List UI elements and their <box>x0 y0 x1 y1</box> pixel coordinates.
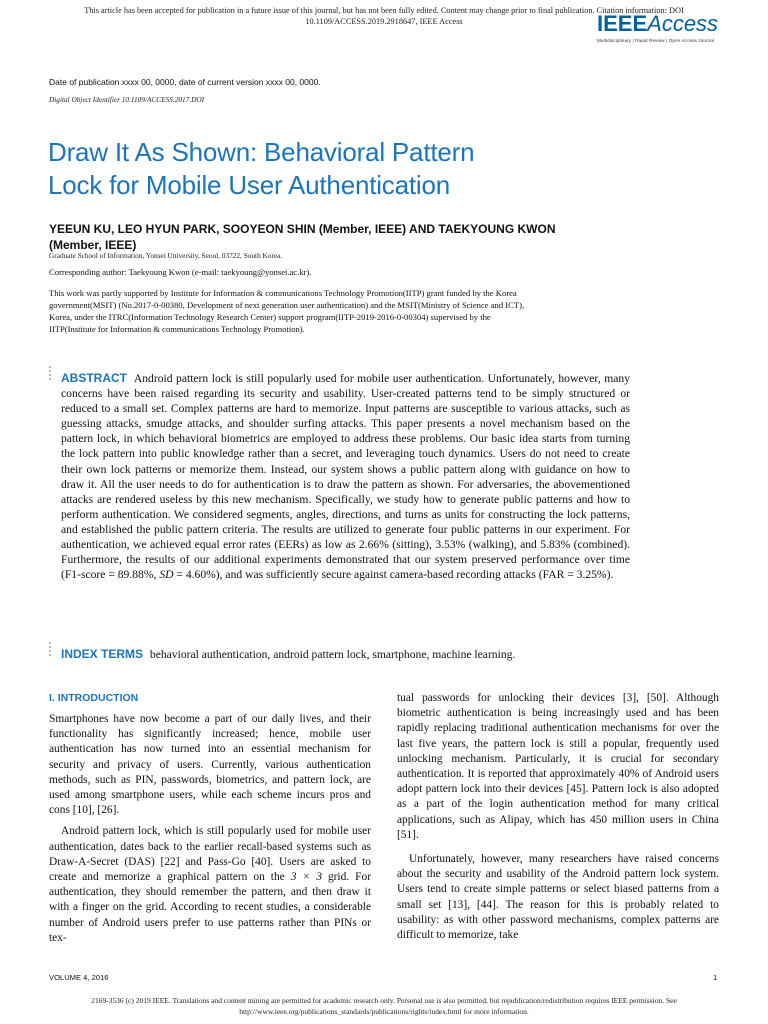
ieee-access-logo <box>597 11 719 52</box>
abstract <box>61 371 630 582</box>
funding-note <box>49 287 629 335</box>
funding-note-line4: IITP(Institute for Information & communications Technology Promotion). <box>49 324 305 334</box>
column-right <box>397 691 719 943</box>
index-terms-text: behavioral authentication, android pattern lock, smartphone, machine learning. <box>149 648 516 661</box>
author-list <box>49 221 649 253</box>
logo-brand: IEEE <box>597 11 648 36</box>
funding-note-line2: government(MSIT) (No.2017-0-00380, Development of next generation user authentication) and the MSIT(Ministry of Science and ICT), <box>49 300 525 310</box>
intro-paragraph-3: tual passwords for unlocking their devices [3], [50]. Although biometric authentication is being increasingly used and has been rapidly replacing traditional authentication mechanisms for over the last five years, the pattern lock is still a popular, frequently used unlocking mechanism. Particularly, it is crucial for secondary authentication. It is reported that approximately 40% of Android users adopt pattern lock into their devices [45]. Pattern lock is also adopted as a part of the login authentication method for many critical applications, such as Alipay, which has 450 million users in China [51]. <box>397 692 719 841</box>
abstract-sd: SD <box>159 568 174 582</box>
affiliation: Graduate School of Information, Yonsei University, Seoul, 03722, South Korea. <box>49 251 283 260</box>
funding-note-line1: This work was partly supported by Institute for Information & communications Technology Promotion(IITP) grant funded by the Korea <box>49 288 517 298</box>
doi-line: Digital Object Identifier 10.1109/ACCESS.2017.DOI <box>49 95 205 104</box>
intro-paragraph-2-text: Android pattern lock, which is still popularly used for mobile user authentication, dates back to the earlier recall-based systems such as Draw-A-Secret (DAS) [22] and Pass-Go [40]. Users are asked to create and memorize a graphical pattern on the <box>49 825 371 884</box>
copyright-notice <box>0 995 768 1017</box>
page-number: 1 <box>713 973 718 982</box>
paper-title <box>48 136 688 202</box>
paper-title-line1: Draw It As Shown: Behavioral Pattern <box>48 137 475 167</box>
logo-tagline: Multidisciplinary | Rapid Review | Open Access Journal <box>597 38 715 43</box>
column-left <box>49 712 371 946</box>
index-terms <box>61 647 641 662</box>
intro-paragraph-2-end: grid. For authentication, they should remember the pattern, and then draw it with a finger on the grid. According to recent studies, a considerable number of Android users prefer to use patterns rather than PINs or tex- <box>49 871 371 944</box>
paper-title-line2: Lock for Mobile User Authentication <box>48 170 450 200</box>
logo-wordmark <box>597 11 719 36</box>
abstract-dots-icon <box>49 366 52 382</box>
copyright-line2: http://www.ieee.org/publications_standards/publications/rights/index.html for more information. <box>239 1007 529 1016</box>
abstract-text: Android pattern lock is still popularly used for mobile user authentication. Unfortunately, however, many concerns have been raised regarding its security and usability. User-created patterns tend to be simply structured or reduced to a small set. Complex patterns are hard to memorize. Input patterns are susceptible to various attacks, such as guessing attacks, smudge attacks, and shoulder surfing attacks. This paper presents a novel mechanism based on the pattern lock, in which behavioral biometrics are employed to address these problems. Our basic idea starts from turning the lock pattern into public knowledge rather than a secret, and leveraging touch dynamics. Users do not need to create their own lock patterns or memorize them. Instead, our system shows a public pattern along with guidance on how to draw it. All the user needs to do for authentication is to draw the pattern as shown. For adversaries, the abovementioned attacks are rendered useless by this new mechanism. Specifically, we study how to generate public patterns and how to perform authentication. We considered segments, angles, directions, and turns as units for constructing the lock patterns, and established the public pattern criteria. The results are utilized to generate four public patterns in our experiment. For authentication, we achieved equal error rates (EERs) as low as 2.66% (sitting), 3.53% (walking), and 5.83% (combined). Furthermore, the results of our additional experiments demonstrated that our system preserved performance over time (F1-score = 89.88%, <box>61 372 630 582</box>
publication-date: Date of publication xxxx 00, 0000, date of current version xxxx 00, 0000. <box>49 77 321 87</box>
accepted-notice-line2: 10.1109/ACCESS.2019.2918647, IEEE Access <box>305 17 463 26</box>
corresponding-author: Corresponding author: Taekyoung Kwon (e-mail: taekyoung@yonsei.ac.kr). <box>49 267 312 277</box>
section-heading-introduction: I. INTRODUCTION <box>49 692 139 704</box>
logo-product: Access <box>647 11 719 36</box>
intro-paragraph-2 <box>49 824 371 946</box>
abstract-label: ABSTRACT <box>61 371 127 385</box>
copyright-line1: 2169-3536 (c) 2019 IEEE. Translations and content mining are permitted for academic research only. Personal use is also permitted, but republication/redistribution requires IEEE permission. See <box>91 996 677 1005</box>
accepted-notice-line1: This article has been accepted for publication in a future issue of this journal, but has not been fully edited. Content may change prior to final publication. Citation information: DOI <box>84 6 684 15</box>
volume-footer: VOLUME 4, 2016 <box>49 973 109 982</box>
intro-paragraph-1: Smartphones have now become a part of our daily lives, and their functionality has significantly increased; hence, mobile user authentication has now turned into an essential mechanism for security and privacy of users. Currently, various authentication methods, such as PIN, passwords, biometrics, and pattern lock, are used among smartphone users, while each scheme incurs pros and cons [10], [26]. <box>49 713 371 817</box>
abstract-text-end: = 4.60%), and was sufficiently secure against camera-based recording attacks (FAR = 3.25%). <box>176 568 614 582</box>
intro-paragraph-4: Unfortunately, however, many researchers have raised concerns about the security and usability of the Android pattern lock system. Users tend to create simple patterns or select biased patterns from a small set [13], [44]. The reason for this is probably related to usability: as with other password mechanisms, complex patterns are difficult to memorize, take <box>397 853 719 942</box>
author-list-line1: YEEUN KU, LEO HYUN PARK, SOOYEON SHIN (Member, IEEE) AND TAEKYOUNG KWON <box>49 222 556 236</box>
index-terms-dots-icon <box>49 642 52 658</box>
index-terms-label: INDEX TERMS <box>61 647 144 661</box>
grid-size: 3 × 3 <box>290 871 322 884</box>
author-list-line2: (Member, IEEE) <box>49 238 137 252</box>
funding-note-line3: Korea, under the ITRC(Information Technology Research Center) support program(IITP-2019-2016-0-00304) supervised by the <box>49 312 491 322</box>
